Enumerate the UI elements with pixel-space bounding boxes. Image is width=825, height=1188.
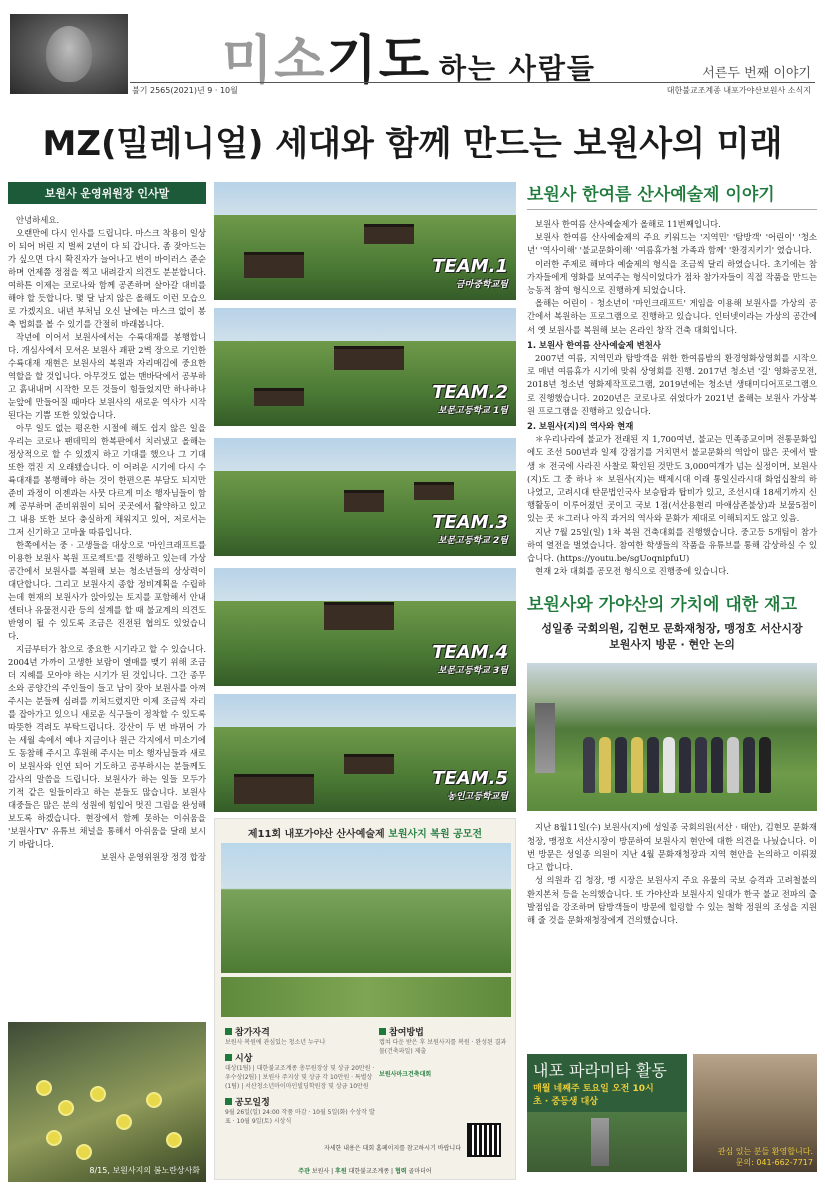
festival-paragraph: 보원사 한여름 산사예술제가 올해로 11번째입니다. (535, 219, 721, 229)
footer-sponsor-value: 대한불교조계종 (348, 1168, 390, 1175)
poster-method-text: 캡쳐 다운 받은 후 보원사지를 복원 · 완성된 결과물(건축파일) 제출 (379, 1039, 507, 1055)
footer-partner-value: 골마더어 (408, 1168, 432, 1175)
team-name: TEAM.1 (432, 256, 508, 277)
festival-subheading: 2. 보원사(지)의 역사와 현재 (527, 421, 634, 432)
news-column (527, 180, 817, 1184)
team-school: 보문고등학교 2팀 (437, 536, 508, 546)
poster-title (215, 825, 515, 840)
team-name: TEAM.3 (432, 512, 508, 533)
value-paragraph: 성 의원과 김 청장, 맹 시장은 보원사지 주요 유물의 국보 승격과 고려철불의 환지본처 등을 논의했습니다. 또 가야산과 보원사지 일대가 한국 불교 전파의 출발점임을 강조하며 탐방객들이 방문에 힐링할 수 있는 철학 정원의 조성을 지원해 줄 것을 문화재청장에게 건의했습니다. (527, 875, 817, 925)
team-image (214, 308, 516, 426)
footer-host-value: 보원사 (311, 1168, 330, 1175)
festival-paragraph: 보원사 한여름 산사예술제의 주요 키워드는 '지역민' '탐방객' '어린이' '청소년' '역사이해' '불교문화이해' '여름휴가철 가족과 함께' '환경지키기' 였습니다. (527, 232, 817, 256)
title-part-3: 하는 사람들 (438, 52, 596, 85)
value-subtitle-line: 보원사지 방문 · 현안 논의 (609, 638, 735, 652)
team-name: TEAM.5 (432, 768, 508, 789)
activity-title: 내포 파라미타 활동 (533, 1061, 667, 1080)
activity-photo (527, 1112, 687, 1172)
value-section-subtitle (527, 621, 817, 653)
activity-schedule (527, 1081, 687, 1111)
team-image (214, 568, 516, 686)
team-school: 금마중학교팀 (455, 280, 508, 290)
poster-title-highlight: 보원사지 복원 공모전 (388, 829, 483, 840)
festival-section-title: 보원사 한여름 산사예술제 이야기 (527, 180, 817, 210)
team-label (432, 768, 508, 802)
greeting-paragraph: 안녕하세요. (16, 215, 60, 225)
activity-line: 초 · 중등생 대상 (533, 1097, 598, 1107)
value-text (527, 821, 817, 927)
greeting-paragraph: 오랜만에 다시 인사를 드립니다. 마스크 착용이 일상이 되어 버린 지 벌써 2년이 다 되 갑니다. 좀 잦아드는가 싶으면 다시 확진자가 늘어나고 변이 바이러스 준순하며 언제쯤 정점을 찍고 내려갈지 의견도 분분합니다. 여하튼 이제는 코로나와 함께 공존하며 살아갈 대비를 해야 할 듯합니다. 몇 달 남지 않은 올해도 이런 모습으로 가겠지요. 내년 부처님 오신 날에는 마스크 없이 봉축 법회를 볼 수 있기를 간절히 바래봅니다. (8, 228, 206, 329)
team-label (432, 382, 508, 416)
festival-subheading: 1. 보원사 한여름 산사예술제 변천사 (527, 339, 661, 350)
paramita-activity-box (527, 1054, 687, 1172)
poster-footer: 주관 보원사 | 후원 대한불교조계종 | 협력 골마더어 (298, 1168, 432, 1175)
footer-sponsor-label: 후원 (335, 1168, 347, 1175)
masthead-divider (130, 82, 815, 83)
footer-partner-label: 협력 (394, 1168, 407, 1175)
team-label (432, 512, 508, 546)
qr-code-icon[interactable] (467, 1123, 501, 1157)
festival-paragraph: ＊우리나라에 불교가 전래된 지 1,700여년, 불교는 민족종교이며 전통문화입에도 조선 500년과 일제 강점기를 거치면서 불교문화의 역압이 많은 곳에서 발생 ＊ 전국에 사라진 사찰로 확인된 것만도 3,000여개가 넘는 실정이며, 보원사(지)도 그 중 하나 ＊ 보원사(지)는 백제시대 이래 통일신라시대 화엄십찰의 하나였고, 고려시대 탄문법인국사 보승탑과 탑비가 있고, 조선시대 18세기까지 신행활동이 이루어졌던 곳이고 국보 1점(서산용현리 마애삼존불상)과 보물5점이 있는 곳 ＊그러나 아직 과거의 역사와 문화가 제대로 이해되지도 않고 있음. (527, 434, 817, 524)
greeting-column (8, 182, 206, 1182)
greeting-paragraph: 지금부터가 참으로 중요한 시기라고 할 수 있습니다. 2004년 가까이 고생한 보람이 열매를 맺기 위해 조금 더 지혜를 모아야 하는 시기가 된 것입니다. 그간 종무소와 공양간의 주인들이 들고 남이 잦아 보원사를 아껴 주시는 분들께 심려를 끼쳐드렸지만 이제 조금씩 자리를 잡아가고 있으니 새로운 식구들이 정착할 수 있도록 따뜻한 격려도 부탁드립니다. 강산이 두 번 바뀌어 가는 세월 속에서 예나 지금이나 원근 각지에서 미소기에도 동참해 주시고 후원해 주시는 미소 행자님들과 새로이 보원사와 인연 되어 기도하고 공부하시는 분들께도 감사의 말씀을 드립니다. 보원사가 하는 일들 모두가 기적 같은 일들이라고 하는 분들도 많습니다. 보원사 대중들은 많은 분의 성원에 힘입어 멋진 그림을 완성해보도록 하겠습니다. 현장에서 함께 못하는 이쉬움을 '보원사TV' 유튜브 채널을 통해서 아쉬움을 달래 보시기 바랍니다. (8, 644, 206, 849)
contest-poster (214, 818, 516, 1180)
activity-row (527, 1054, 817, 1184)
poster-schedule-heading: 공모일정 (235, 1098, 270, 1108)
poster-eligibility-heading: 참가자격 (235, 1028, 270, 1038)
title-part-1: 미소 (222, 31, 327, 91)
poster-title-prefix: 제11회 내포가야산 산사예술제 (247, 829, 385, 840)
festival-text (527, 218, 817, 578)
greeting-text (8, 214, 206, 864)
caption-line: 관심 있는 분들 환영합니다. (717, 1147, 813, 1156)
poster-info-right (379, 1021, 509, 1079)
buddha-relief-photo (10, 14, 128, 94)
team-name: TEAM.4 (432, 642, 508, 663)
poster-awards-text: 대상(1팀) | 대한불교조계종 총무원장상 및 상금 20만원 · 우수상(2팀) | 보원사 주지상 및 상금 각 10만원 · 특별상(1팀) | 서산청소년마이마인빌딩학원장 및 상금 10만원 (225, 1065, 375, 1090)
team-school: 보문고등학교 1팀 (437, 406, 508, 416)
poster-eligibility-text: 보원사 복원에 관심있는 청소년 누구나 (225, 1039, 326, 1046)
team-image (214, 438, 516, 556)
team-school: 농인고등학교팀 (447, 792, 508, 802)
poster-main-image (221, 843, 511, 973)
poster-strip-image (221, 977, 511, 1017)
team-name: TEAM.2 (432, 382, 508, 403)
contact-phone: 문의: 041-662-7717 (735, 1158, 813, 1167)
footer-host-label: 주관 (298, 1168, 310, 1175)
flower-photo-caption: 8/15, 보원사지의 봄노란상사화 (89, 1166, 200, 1175)
greeting-signature: 보원사 운영위원장 정경 합장 (100, 852, 206, 862)
class-photo (693, 1054, 817, 1172)
team-label (432, 642, 508, 676)
value-paragraph: 지난 8월11일(수) 보원사(지)에 성일종 국회의원(서산 · 태안), 김현모 문화재청장, 맹정호 서산시장이 방문하여 보원사지 현안에 대한 의견을 나눴습니다. 이번 방문은 성일종 의원이 지난 4월 문화재청장과 지역 현안을 논의하고 이뤄졌다고 합니다. (527, 822, 817, 873)
masthead (0, 0, 825, 96)
team-label (432, 256, 508, 290)
value-section-title: 보원사와 가야산의 가치에 대한 재고 (527, 595, 798, 616)
poster-info-left (225, 1021, 375, 1126)
flower-photo (8, 1022, 206, 1182)
team-gallery (214, 182, 516, 1182)
poster-schedule-text: 9월 26일(일) 24:00 작품 마감 · 10월 5일(화) 수상작 발표 · 10월 9일(토) 시상식 (225, 1109, 375, 1125)
festival-paragraph: 지난 7월 25일(일) 1차 복원 건축대회를 진행했습니다. 중고등 5개팀이 참가하여 열전을 벌였습니다. 참여한 학생들의 작품을 유튜브를 통해 감상하실 수 있습니다. (https://youtu.be/sgUoqnipfuU) (527, 526, 817, 564)
issue-label: 불기 2565(2021)년 9 · 10월 (132, 86, 238, 95)
team-school: 보문고등학교 3팀 (437, 666, 508, 676)
title-part-2: 기도 (326, 31, 431, 91)
activity-line: 매월 네째주 토요일 오전 10시 (533, 1084, 654, 1094)
festival-paragraph: 올해는 어린이 · 청소년이 '마인크래프트' 게임을 이용해 보원사를 가상의 공간에서 복원하는 프로그램으로 진행하고 있습니다. 인터넷이라는 가상의 공간에서 옛 보원사를 복원해 보는 온라인 창작 건축 대회입니다. (527, 298, 817, 335)
poster-organizer: 보원사마크건축대회 (379, 1071, 432, 1078)
festival-paragraph: 이러한 주제로 해마다 예술제의 형식을 조금씩 달리 하였습니다. 초기에는 참가자들에게 영화를 보여주는 형식이었다가 점차 참가자들이 직접 작품을 만드는 능동적 참여 형식으로 진행하게 되었습니다. (527, 258, 817, 296)
class-photo-caption (718, 1146, 813, 1168)
greeting-paragraph: 한쪽에서는 중 · 고생들을 대상으로 '마인크래프트를 이용한 보원사 복원 프로젝트'를 진행하고 있는데 가상공간에서 보원사를 복원해 보는 청소년들의 상상력이 대단합니다. 그리고 보원사지 종합 정비계획을 수립하는데 현재의 보원사가 앉아있는 토지를 포함해서 안내센터나 유물전시관 등의 설계를 할 때 불교계의 의견도 반영이 될 수 있도록 조금은 진전된 협의도 있었습니다. (8, 540, 206, 641)
greeting-section-title: 보원사 운영위원장 인사말 (8, 182, 206, 204)
main-headline: MZ(밀레니얼) 세대와 함께 만드는 보원사의 미래 (42, 124, 783, 164)
visit-group-photo (527, 663, 817, 811)
poster-method-heading: 참여방법 (389, 1028, 424, 1038)
series-label: 서른두 번째 이야기 (702, 66, 811, 81)
greeting-paragraph: 작년에 이어서 보원사에서는 수륙대재를 봉행합니다. 개심사에서 모셔온 보원사 괘판 2벽 장으로 기인한 수륙대재 재현은 보원사의 복원과 자리매김에 중요한 역할을 할 것입니다. 아무것도 없는 맨바닥에서 공부하고 흙내내며 시작한 모든 것들이 힘들었지만 하나하나 눈앞에 만들어질 때마다 보원사의 새로운 역사가 시작된다는 기쁨 또한 있었습니다. (8, 332, 206, 420)
greeting-paragraph: 아무 일도 없는 평온한 시절에 해도 쉽지 않은 일을 우리는 코로나 팬데믹의 한복판에서 치러냈고 올해는 정상적으로 할 수 있겠지 하고 기대를 했으나 그 기대 또한 꺾진 지 오래됐습니다. 이 어려운 시기에 다시 수륙대재를 봉행해야 하는 것이 한편으론 부담도 되지만 준비 과정이 이젠과는 사뭇 다르게 미소 행자님들이 함께 공부하며 준비위원이 되어 곳곳에서 활약하고 있고 그 내용 또한 보다 충실하게 채워지고 있어, 저로서는 그저 신기하고 고마울 따름입니다. (8, 423, 206, 537)
poster-awards-heading: 시상 (235, 1054, 253, 1064)
festival-paragraph: 2007년 여름, 지역민과 탐방객을 위한 한여름밤의 환경영화상영회를 시작으로 매년 여름휴가 시기에 맞춰 상영회를 진행. 2017년 청소년 '길' 영화공모전, 2018년 청소년 영화제작프로그램, 2019년에는 청소년 생태미디어프로그램으로 진행했습니다. 2020년은 코로나로 쉬었다가 2021년 올해는 보원사 가상복원 프로그램을 진행하고 있습니다. (527, 353, 817, 416)
value-subtitle-line: 성일종 국회의원, 김현모 문화재청장, 맹정호 서산시장 (541, 622, 803, 636)
team-image (214, 182, 516, 300)
publisher-label: 대한불교조계종 내포가야산보원사 소식지 (666, 86, 811, 95)
poster-note: 자세한 내용은 대회 홈페이지를 참고하시기 바랍니다 (323, 1145, 461, 1152)
team-image (214, 694, 516, 812)
festival-paragraph: 현재 2차 대회를 공모전 형식으로 진행중에 있습니다. (535, 566, 729, 577)
